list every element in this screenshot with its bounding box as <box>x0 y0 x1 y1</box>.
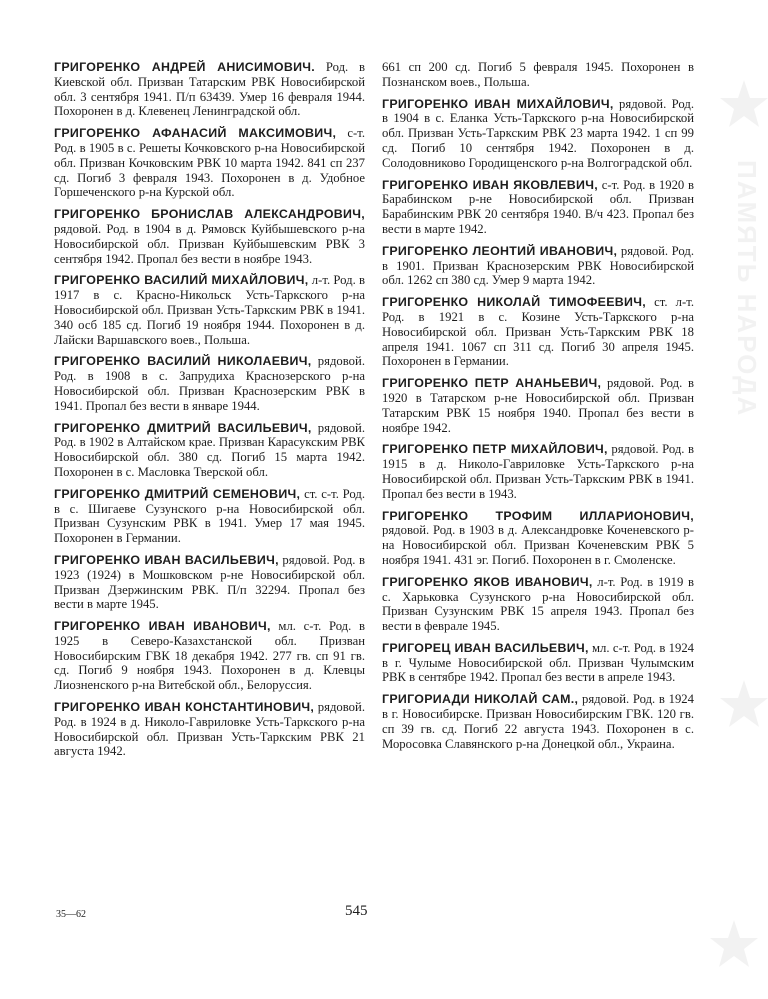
record-body: ст. л-т. Род. в 1921 в с. Козине Усть-Таркского р-на Новосибирской обл. Призван Усть-Таркским РВК 18 апреля 1941. 1067 сп 311 сд. Погиб 30 апреля 1945. Похоронен в Германии. <box>382 295 694 369</box>
record-name: ГРИГОРЕНКО БРОНИСЛАВ АЛЕКСАНДРОВИЧ, <box>54 207 365 222</box>
record-body: рядовой. Род. в 1902 в Алтайском крае. Призван Карасукским РВК Новосибирской обл. 380 сд. Погиб 15 марта 1942. Похоронен в с. Масловка Тверской обл. <box>54 420 365 479</box>
record-name: ГРИГОРЕНКО ДМИТРИЙ ВАСИЛЬЕВИЧ, <box>54 420 312 435</box>
record-body: рядовой. Род. в 1924 в д. Николо-Гавриловке Усть-Таркского р-на Новосибирской обл. Призван Усть-Таркским РВК 21 августа 1942. <box>54 700 365 759</box>
record-entry <box>382 60 694 90</box>
record-body: рядовой. Род. в 1924 в г. Новосибирске. Призван Новосибирским ГВК. 120 гв. сп 39 гв. сд. Погиб 22 августа 1943. Похоронен в с. Моросовка Славянского р-на Донецкой обл., Украина. <box>382 692 694 751</box>
record-name: ГРИГОРЕНКО НИКОЛАЙ ТИМОФЕЕВИЧ, <box>382 295 647 310</box>
record-body: рядовой. Род. в 1903 в д. Александровке Коченевского р-на Новосибирской обл. Призван Коченевским РВК 5 ноября 1941. 431 эг. Погиб. Похоронен в г. Смоленске. <box>382 523 694 567</box>
record-entry <box>54 207 365 266</box>
left-column <box>54 60 365 766</box>
record-name: ГРИГОРЕНКО ИВАН МИХАЙЛОВИЧ, <box>382 96 614 111</box>
record-body: с-т. Род. в 1920 в Барабинском р-не Новосибирской обл. Призван Барабинским РВК 20 сентября 1940. В/ч 423. Пропал без вести в марте 1942. <box>382 177 694 236</box>
page-number: 545 <box>345 903 368 919</box>
record-name: ГРИГОРЕНКО ИВАН ВАСИЛЬЕВИЧ, <box>54 552 279 567</box>
record-entry <box>54 421 365 480</box>
record-entry <box>382 692 694 751</box>
record-body: мл. с-т. Род. в 1925 в Северо-Казахстанской обл. Призван Новосибирским ГВК 18 декабря 1942. 277 гв. сп 91 гв. сд. Погиб 9 ноября 1943. Похоронен в д. Клевцы Лиозненского р-на Витебской обл., Белоруссия. <box>54 619 365 693</box>
record-body: рядовой. Род. в 1901. Призван Краснозерским РВК Новосибирской обл. 1262 сп 380 сд. Умер 9 марта 1942. <box>382 243 694 288</box>
record-name: ГРИГОРЕНКО ЛЕОНТИЙ ИВАНОВИЧ, <box>382 243 618 258</box>
record-name: ГРИГОРЕНКО ЯКОВ ИВАНОВИЧ, <box>382 574 593 589</box>
record-name: ГРИГОРЕНКО ПЕТР АНАНЬЕВИЧ, <box>382 376 602 391</box>
record-entry <box>54 354 365 413</box>
record-entry <box>382 442 694 501</box>
watermark-text: ПАМЯТЬ НАРОДА <box>732 160 762 418</box>
record-entry <box>54 273 365 347</box>
record-body: ст. с-т. Род. в с. Шигаеве Сузунского р-на Новосибирской обл. Призван Сузунским РВК в 1941. Умер 17 мая 1945. Похоронен в Германии. <box>54 486 366 546</box>
record-body: рядовой. Род. в 1908 в с. Запрудиха Краснозерского р-на Новосибирской обл. Призван Краснозерским РВК в 1941. Пропал без вести в январе 1944. <box>54 354 365 413</box>
watermark <box>704 60 768 990</box>
record-body: 661 сп 200 сд. Погиб 5 февраля 1945. Похоронен в Познанском воев., Польша. <box>382 60 694 89</box>
record-body: л-т. Род. в 1917 в с. Красно-Никольск Усть-Таркского р-на Новосибирской обл. Призван Усть-Таркским РВК в 1941. 340 осб 185 сд. Погиб 19 ноября 1944. Похоронен в д. Лайски Варшавского воев., Польша. <box>54 273 366 347</box>
record-entry <box>54 700 365 759</box>
record-body: Род. в Киевской обл. Призван Татарским РВК Новосибирской обл. 3 сентября 1941. П/п 63439. Умер 16 февраля 1944. Похоронен в д. Клевенец Ленинградской обл. <box>54 60 366 119</box>
record-name: ГРИГОРЕЦ ИВАН ВАСИЛЬЕВИЧ, <box>382 640 589 655</box>
record-name: ГРИГОРЕНКО ВАСИЛИЙ НИКОЛАЕВИЧ, <box>54 354 312 369</box>
record-name: ГРИГОРЕНКО АФАНАСИЙ МАКСИМОВИЧ, <box>54 126 337 141</box>
record-name: ГРИГОРЕНКО ИВАН ЯКОВЛЕВИЧ, <box>382 177 599 192</box>
record-entry <box>382 295 694 369</box>
record-name: ГРИГОРЕНКО ТРОФИМ ИЛЛАРИОНОВИЧ, <box>382 508 694 523</box>
record-entry <box>54 60 365 119</box>
record-name: ГРИГОРЕНКО ДМИТРИЙ СЕМЕНОВИЧ, <box>54 486 301 501</box>
record-entry <box>54 553 365 612</box>
record-entry <box>382 244 694 288</box>
record-name: ГРИГОРЕНКО ИВАН ИВАНОВИЧ, <box>54 619 271 634</box>
record-name: ГРИГОРЕНКО ПЕТР МИХАЙЛОВИЧ, <box>382 442 608 457</box>
record-entry <box>382 575 694 634</box>
print-code: 35—62 <box>56 909 86 920</box>
record-name: ГРИГОРЕНКО АНДРЕЙ АНИСИМОВИЧ. <box>54 60 316 74</box>
record-name: ГРИГОРИАДИ НИКОЛАЙ САМ., <box>382 692 579 707</box>
record-name: ГРИГОРЕНКО ВАСИЛИЙ МИХАЙЛОВИЧ, <box>54 273 309 288</box>
record-body: рядовой. Род. в 1920 в Татарском р-не Новосибирской обл. Призван Татарским РВК 15 ноября 1940. Пропал без вести в ноябре 1942. <box>382 376 695 435</box>
record-name: ГРИГОРЕНКО ИВАН КОНСТАНТИНОВИЧ, <box>54 700 315 715</box>
record-body: с-т. Род. в 1905 в с. Решеты Кочковского р-на Новосибирской обл. Призван Кочковским РВК 10 марта 1942. 841 сп 237 сд. Погиб 3 февраля 1943. Похоронен в д. Удобное Горшеченского р-на Курской обл. <box>54 126 365 200</box>
record-entry <box>54 487 365 546</box>
right-column <box>382 60 694 758</box>
record-body: рядовой. Род. в 1923 (1924) в Мошковском р-не Новосибирской обл. Призван Дзержинским РВК. П/п 32294. Пропал без вести в марте 1945. <box>54 552 365 612</box>
record-body: рядовой. Род. в 1915 в д. Николо-Гавриловке Усть-Таркского р-на Новосибирской обл. Призван Усть-Таркским РВК в 1941. Пропал без вести в 1943. <box>382 442 695 501</box>
record-entry <box>382 178 694 237</box>
record-entry <box>54 619 365 693</box>
watermark-star-icon <box>704 60 768 990</box>
record-entry <box>382 509 694 568</box>
record-entry <box>382 376 694 435</box>
record-body: рядовой. Род. в 1904 в с. Еланка Усть-Таркского р-на Новосибирской обл. Призван Усть-Таркским РВК 23 марта 1942. 1 сп 99 сд. Погиб 10 сентября 1942. Похоронен в д. Солодовниково Городищенского р-на Волгоградской обл. <box>382 96 694 170</box>
record-body: л-т. Род. в 1919 в с. Харьковка Сузунского р-на Новосибирской обл. Призван Сузунским РВК 15 апреля 1943. Пропал без вести в феврале 1945. <box>382 574 694 634</box>
record-entry <box>54 126 365 200</box>
record-entry <box>382 641 694 685</box>
record-entry <box>382 97 694 171</box>
record-body: рядовой. Род. в 1904 в д. Рямовск Куйбышевского р-на Новосибирской обл. Призван Куйбышевским РВК 3 сентября 1942. Пропал без вести в ноябре 1943. <box>54 221 365 266</box>
record-body: мл. с-т. Род. в 1924 в г. Чулыме Новосибирской обл. Призван Чулымским РВК в сентябре 1942. Пропал без вести в апреле 1943. <box>382 640 695 685</box>
